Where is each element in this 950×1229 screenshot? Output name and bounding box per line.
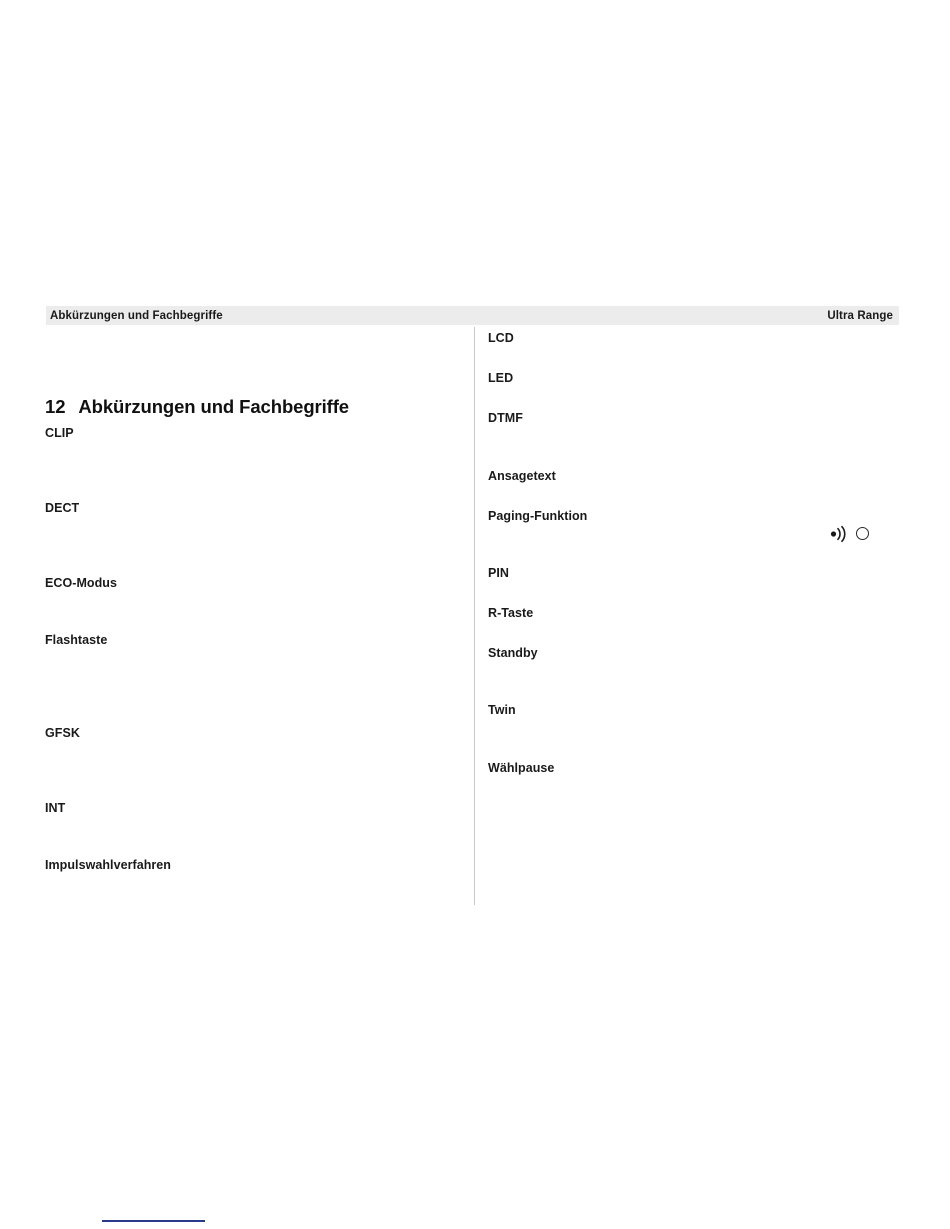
header-product-label: Ultra Range <box>827 309 893 322</box>
glossary-term: CLIP <box>45 426 74 440</box>
glossary-term: GFSK <box>45 726 80 740</box>
footer-rule <box>102 1220 205 1222</box>
glossary-term: PIN <box>488 566 509 580</box>
page-title <box>45 396 349 418</box>
glossary-term: INT <box>45 801 66 815</box>
glossary-term: ECO-Modus <box>45 576 117 590</box>
icon-group <box>830 524 880 544</box>
paging-signal-icon <box>830 524 852 549</box>
glossary-term: DECT <box>45 501 80 515</box>
glossary-term: Wählpause <box>488 761 555 775</box>
glossary-term: Impulswahlverfahren <box>45 858 171 872</box>
glossary-term: Flashtaste <box>45 633 108 647</box>
glossary-term: Twin <box>488 703 516 717</box>
running-header <box>46 306 899 325</box>
glossary-term: R-Taste <box>488 606 534 620</box>
header-chapter-label: Abkürzungen und Fachbegriffe <box>50 309 223 322</box>
glossary-term: LED <box>488 371 514 385</box>
glossary-term: DTMF <box>488 411 523 425</box>
chapter-title-text: Abkürzungen und Fachbegriffe <box>78 396 349 417</box>
glossary-term: Standby <box>488 646 538 660</box>
chapter-number: 12 <box>45 396 66 417</box>
glossary-term: LCD <box>488 331 514 345</box>
column-divider <box>474 327 475 905</box>
glossary-term: Paging-Funktion <box>488 509 588 523</box>
glossary-term: Ansagetext <box>488 469 556 483</box>
circle-icon <box>856 527 869 540</box>
